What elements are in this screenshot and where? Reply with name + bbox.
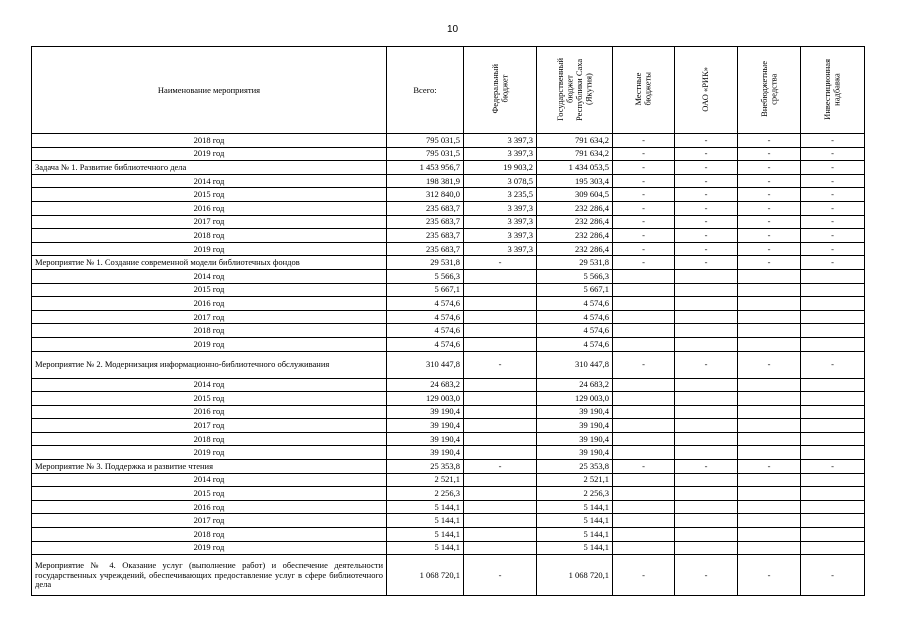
cell-fed — [464, 500, 537, 514]
cell-oao — [675, 269, 738, 283]
table-row — [32, 514, 865, 528]
cell-oao — [675, 419, 738, 433]
row-name-cell: Мероприятие № 1. Создание современной модели библиотечных фондов — [32, 256, 387, 270]
header-total-label: Всего: — [413, 84, 437, 95]
cell-invest: - — [801, 201, 865, 215]
cell-oao — [675, 392, 738, 406]
cell-invest: - — [801, 460, 865, 474]
row-name-cell: 2016 год — [32, 297, 387, 311]
cell-fed: 3 397,3 — [464, 134, 537, 148]
cell-total: 1 453 956,7 — [387, 161, 464, 175]
cell-local — [613, 487, 675, 501]
cell-oao: - — [675, 161, 738, 175]
page-number: 10 — [446, 24, 459, 35]
row-name-cell: 2016 год — [32, 201, 387, 215]
cell-total: 5 144,1 — [387, 500, 464, 514]
cell-oao: - — [675, 188, 738, 202]
cell-total: 29 531,8 — [387, 256, 464, 270]
row-name-cell: 2015 год — [32, 487, 387, 501]
cell-state: 5 667,1 — [537, 283, 613, 297]
cell-extra: - — [738, 555, 801, 596]
cell-oao: - — [675, 256, 738, 270]
cell-fed — [464, 324, 537, 338]
cell-oao — [675, 528, 738, 542]
budget-table — [31, 46, 865, 596]
cell-local — [613, 324, 675, 338]
cell-oao — [675, 500, 738, 514]
cell-total: 39 190,4 — [387, 419, 464, 433]
cell-oao — [675, 432, 738, 446]
cell-fed: 19 903,2 — [464, 161, 537, 175]
cell-state: 232 286,4 — [537, 215, 613, 229]
cell-total: 1 068 720,1 — [387, 555, 464, 596]
cell-local — [613, 514, 675, 528]
cell-invest: - — [801, 147, 865, 161]
cell-total: 5 667,1 — [387, 283, 464, 297]
cell-total: 5 566,3 — [387, 269, 464, 283]
row-name-cell: 2015 год — [32, 283, 387, 297]
table-row — [32, 161, 865, 175]
cell-total: 4 574,6 — [387, 324, 464, 338]
cell-fed: 3 397,3 — [464, 242, 537, 256]
cell-state: 129 003,0 — [537, 392, 613, 406]
cell-oao — [675, 378, 738, 392]
cell-fed: - — [464, 555, 537, 596]
cell-state: 1 068 720,1 — [537, 555, 613, 596]
cell-fed — [464, 446, 537, 460]
cell-invest — [801, 269, 865, 283]
cell-oao — [675, 473, 738, 487]
cell-extra: - — [738, 161, 801, 175]
cell-oao: - — [675, 174, 738, 188]
cell-total: 4 574,6 — [387, 297, 464, 311]
table-row — [32, 378, 865, 392]
cell-state: 39 190,4 — [537, 432, 613, 446]
cell-extra — [738, 405, 801, 419]
row-name-cell: 2018 год — [32, 432, 387, 446]
table-row — [32, 147, 865, 161]
cell-total: 129 003,0 — [387, 392, 464, 406]
cell-state: 1 434 053,5 — [537, 161, 613, 175]
cell-fed — [464, 310, 537, 324]
cell-local — [613, 297, 675, 311]
cell-total: 39 190,4 — [387, 432, 464, 446]
cell-extra — [738, 528, 801, 542]
cell-extra: - — [738, 256, 801, 270]
cell-local — [613, 283, 675, 297]
row-name-cell: 2015 год — [32, 392, 387, 406]
cell-total: 4 574,6 — [387, 337, 464, 351]
cell-local — [613, 473, 675, 487]
cell-oao — [675, 297, 738, 311]
cell-extra: - — [738, 460, 801, 474]
row-name-cell: 2018 год — [32, 134, 387, 148]
cell-oao: - — [675, 351, 738, 378]
cell-extra — [738, 297, 801, 311]
cell-invest — [801, 432, 865, 446]
cell-fed — [464, 297, 537, 311]
table-header — [32, 47, 865, 134]
cell-oao — [675, 310, 738, 324]
cell-invest — [801, 324, 865, 338]
cell-total: 5 144,1 — [387, 514, 464, 528]
header-federal-label: Федеральный бюджет — [489, 64, 509, 114]
cell-oao: - — [675, 242, 738, 256]
cell-extra — [738, 269, 801, 283]
cell-fed — [464, 473, 537, 487]
cell-invest: - — [801, 229, 865, 243]
cell-state: 39 190,4 — [537, 419, 613, 433]
cell-extra — [738, 392, 801, 406]
cell-oao — [675, 541, 738, 555]
cell-oao: - — [675, 134, 738, 148]
cell-extra — [738, 337, 801, 351]
table-row — [32, 134, 865, 148]
cell-invest — [801, 541, 865, 555]
cell-extra — [738, 500, 801, 514]
row-name-cell: 2017 год — [32, 514, 387, 528]
header-name — [32, 47, 387, 134]
cell-local — [613, 310, 675, 324]
cell-invest — [801, 405, 865, 419]
cell-fed — [464, 392, 537, 406]
cell-extra — [738, 473, 801, 487]
header-name-label: Наименование мероприятия — [157, 84, 261, 95]
cell-invest: - — [801, 256, 865, 270]
table-row — [32, 500, 865, 514]
cell-invest: - — [801, 215, 865, 229]
cell-local: - — [613, 134, 675, 148]
cell-fed — [464, 283, 537, 297]
header-oao-label: ОАО «РИК» — [700, 66, 711, 112]
table-row — [32, 405, 865, 419]
row-name-cell: 2014 год — [32, 378, 387, 392]
header-local-label: Местные бюджеты — [633, 72, 653, 106]
cell-invest — [801, 337, 865, 351]
cell-local — [613, 541, 675, 555]
cell-state: 4 574,6 — [537, 324, 613, 338]
cell-fed — [464, 528, 537, 542]
cell-local: - — [613, 174, 675, 188]
cell-oao: - — [675, 147, 738, 161]
cell-local: - — [613, 188, 675, 202]
cell-local: - — [613, 229, 675, 243]
cell-oao — [675, 405, 738, 419]
cell-invest — [801, 528, 865, 542]
cell-state: 232 286,4 — [537, 229, 613, 243]
cell-oao: - — [675, 215, 738, 229]
cell-local: - — [613, 242, 675, 256]
table-row — [32, 174, 865, 188]
cell-fed: 3 078,5 — [464, 174, 537, 188]
cell-total: 2 256,3 — [387, 487, 464, 501]
cell-fed: 3 397,3 — [464, 201, 537, 215]
cell-total: 24 683,2 — [387, 378, 464, 392]
table-row — [32, 555, 865, 596]
cell-invest: - — [801, 351, 865, 378]
cell-total: 25 353,8 — [387, 460, 464, 474]
header-state-label: Государственный бюджет Республики Саха (Якутия) — [554, 57, 593, 121]
header-state — [537, 47, 613, 134]
cell-invest: - — [801, 134, 865, 148]
header-oao — [675, 47, 738, 134]
table-row — [32, 432, 865, 446]
table-row — [32, 215, 865, 229]
cell-invest — [801, 283, 865, 297]
table-row — [32, 242, 865, 256]
cell-fed — [464, 487, 537, 501]
table-row — [32, 351, 865, 378]
table-body — [32, 134, 865, 596]
cell-invest — [801, 378, 865, 392]
table-row — [32, 229, 865, 243]
row-name-cell: 2019 год — [32, 541, 387, 555]
cell-extra: - — [738, 229, 801, 243]
cell-total: 5 144,1 — [387, 541, 464, 555]
table-row — [32, 419, 865, 433]
cell-extra: - — [738, 134, 801, 148]
cell-state: 4 574,6 — [537, 337, 613, 351]
cell-extra — [738, 432, 801, 446]
cell-fed — [464, 337, 537, 351]
row-name-cell: 2019 год — [32, 337, 387, 351]
cell-state: 39 190,4 — [537, 405, 613, 419]
cell-extra: - — [738, 174, 801, 188]
cell-invest: - — [801, 242, 865, 256]
cell-extra — [738, 487, 801, 501]
table-row — [32, 446, 865, 460]
table-row — [32, 487, 865, 501]
cell-total: 4 574,6 — [387, 310, 464, 324]
cell-extra — [738, 446, 801, 460]
table-row — [32, 528, 865, 542]
cell-invest: - — [801, 555, 865, 596]
cell-total: 39 190,4 — [387, 446, 464, 460]
cell-invest: - — [801, 161, 865, 175]
header-extra-label: Внебюджетные средства — [758, 61, 778, 117]
cell-fed — [464, 419, 537, 433]
cell-oao — [675, 337, 738, 351]
cell-state: 791 634,2 — [537, 147, 613, 161]
table-row — [32, 473, 865, 487]
header-extra — [738, 47, 801, 134]
row-name-cell: 2017 год — [32, 310, 387, 324]
cell-extra: - — [738, 201, 801, 215]
cell-total: 795 031,5 — [387, 134, 464, 148]
cell-state: 2 521,1 — [537, 473, 613, 487]
cell-fed: 3 397,3 — [464, 147, 537, 161]
cell-local — [613, 378, 675, 392]
cell-total: 235 683,7 — [387, 229, 464, 243]
cell-total: 5 144,1 — [387, 528, 464, 542]
cell-state: 232 286,4 — [537, 201, 613, 215]
cell-extra — [738, 419, 801, 433]
cell-fed: 3 397,3 — [464, 229, 537, 243]
cell-extra — [738, 514, 801, 528]
cell-invest — [801, 392, 865, 406]
cell-oao — [675, 283, 738, 297]
cell-local: - — [613, 147, 675, 161]
cell-local — [613, 432, 675, 446]
cell-invest: - — [801, 174, 865, 188]
table-row — [32, 283, 865, 297]
table-row — [32, 310, 865, 324]
cell-total: 235 683,7 — [387, 242, 464, 256]
cell-oao — [675, 324, 738, 338]
row-name-cell: 2019 год — [32, 446, 387, 460]
row-name-cell: 2014 год — [32, 174, 387, 188]
row-name-cell: Мероприятие № 2. Модернизация информационно-библиотечного обслуживания — [32, 351, 387, 378]
cell-state: 791 634,2 — [537, 134, 613, 148]
cell-extra: - — [738, 351, 801, 378]
cell-state: 310 447,8 — [537, 351, 613, 378]
cell-total: 235 683,7 — [387, 215, 464, 229]
cell-state: 232 286,4 — [537, 242, 613, 256]
row-name-cell: 2014 год — [32, 269, 387, 283]
cell-extra: - — [738, 188, 801, 202]
cell-extra: - — [738, 215, 801, 229]
cell-oao — [675, 514, 738, 528]
cell-fed — [464, 432, 537, 446]
cell-local: - — [613, 256, 675, 270]
table-row — [32, 297, 865, 311]
header-invest-label: Инвестиционная надбавка — [822, 58, 842, 120]
cell-state: 5 144,1 — [537, 528, 613, 542]
cell-total: 198 381,9 — [387, 174, 464, 188]
cell-oao — [675, 446, 738, 460]
cell-state: 5 566,3 — [537, 269, 613, 283]
cell-invest — [801, 500, 865, 514]
cell-local: - — [613, 201, 675, 215]
header-federal — [464, 47, 537, 134]
cell-local — [613, 419, 675, 433]
cell-local — [613, 528, 675, 542]
cell-state: 25 353,8 — [537, 460, 613, 474]
cell-local: - — [613, 161, 675, 175]
cell-local — [613, 269, 675, 283]
cell-fed — [464, 514, 537, 528]
cell-local: - — [613, 351, 675, 378]
table-row — [32, 188, 865, 202]
cell-local: - — [613, 215, 675, 229]
row-name-cell: 2019 год — [32, 147, 387, 161]
cell-invest — [801, 514, 865, 528]
row-name-cell: 2018 год — [32, 324, 387, 338]
cell-local: - — [613, 555, 675, 596]
table-row — [32, 460, 865, 474]
cell-invest — [801, 487, 865, 501]
cell-extra — [738, 324, 801, 338]
cell-state: 5 144,1 — [537, 500, 613, 514]
cell-state: 39 190,4 — [537, 446, 613, 460]
cell-fed: - — [464, 460, 537, 474]
cell-fed: - — [464, 256, 537, 270]
cell-state: 4 574,6 — [537, 297, 613, 311]
row-name-cell: 2015 год — [32, 188, 387, 202]
cell-extra — [738, 283, 801, 297]
table-row — [32, 541, 865, 555]
header-invest — [801, 47, 865, 134]
cell-total: 2 521,1 — [387, 473, 464, 487]
cell-total: 312 840,0 — [387, 188, 464, 202]
row-name-cell: 2017 год — [32, 419, 387, 433]
cell-local — [613, 392, 675, 406]
row-name-cell: Мероприятие № 4. Оказание услуг (выполнение работ) и обеспечение деятельности государственных учреждений, обеспечивающих предоставление услуг в сфере библиотечного дела — [32, 555, 387, 596]
cell-fed — [464, 378, 537, 392]
cell-fed — [464, 541, 537, 555]
header-local — [613, 47, 675, 134]
cell-oao: - — [675, 229, 738, 243]
table-row — [32, 392, 865, 406]
cell-state: 195 303,4 — [537, 174, 613, 188]
cell-extra — [738, 310, 801, 324]
cell-state: 309 604,5 — [537, 188, 613, 202]
cell-oao — [675, 487, 738, 501]
row-name-cell: 2016 год — [32, 500, 387, 514]
cell-total: 235 683,7 — [387, 201, 464, 215]
row-name-cell: 2019 год — [32, 242, 387, 256]
row-name-cell: 2016 год — [32, 405, 387, 419]
cell-extra: - — [738, 147, 801, 161]
table-row — [32, 201, 865, 215]
cell-invest — [801, 419, 865, 433]
table-row — [32, 324, 865, 338]
row-name-cell: Мероприятие № 3. Поддержка и развитие чтения — [32, 460, 387, 474]
cell-invest — [801, 446, 865, 460]
cell-local: - — [613, 460, 675, 474]
cell-state: 4 574,6 — [537, 310, 613, 324]
row-name-cell: 2014 год — [32, 473, 387, 487]
cell-invest: - — [801, 188, 865, 202]
table-row — [32, 269, 865, 283]
cell-total: 310 447,8 — [387, 351, 464, 378]
cell-fed: 3 235,5 — [464, 188, 537, 202]
table-row — [32, 337, 865, 351]
cell-oao: - — [675, 460, 738, 474]
cell-fed — [464, 405, 537, 419]
cell-state: 29 531,8 — [537, 256, 613, 270]
row-name-cell: 2018 год — [32, 528, 387, 542]
cell-extra — [738, 541, 801, 555]
cell-invest — [801, 473, 865, 487]
header-total — [387, 47, 464, 134]
cell-invest — [801, 297, 865, 311]
cell-local — [613, 337, 675, 351]
cell-local — [613, 405, 675, 419]
row-name-cell: Задача № 1. Развитие библиотечного дела — [32, 161, 387, 175]
cell-fed: 3 397,3 — [464, 215, 537, 229]
cell-oao: - — [675, 555, 738, 596]
table-row — [32, 256, 865, 270]
cell-state: 5 144,1 — [537, 541, 613, 555]
cell-total: 795 031,5 — [387, 147, 464, 161]
cell-oao: - — [675, 201, 738, 215]
cell-local — [613, 446, 675, 460]
cell-fed — [464, 269, 537, 283]
cell-local — [613, 500, 675, 514]
cell-fed: - — [464, 351, 537, 378]
cell-state: 5 144,1 — [537, 514, 613, 528]
cell-extra — [738, 378, 801, 392]
cell-extra: - — [738, 242, 801, 256]
cell-state: 2 256,3 — [537, 487, 613, 501]
cell-total: 39 190,4 — [387, 405, 464, 419]
cell-state: 24 683,2 — [537, 378, 613, 392]
row-name-cell: 2018 год — [32, 229, 387, 243]
row-name-cell: 2017 год — [32, 215, 387, 229]
cell-invest — [801, 310, 865, 324]
